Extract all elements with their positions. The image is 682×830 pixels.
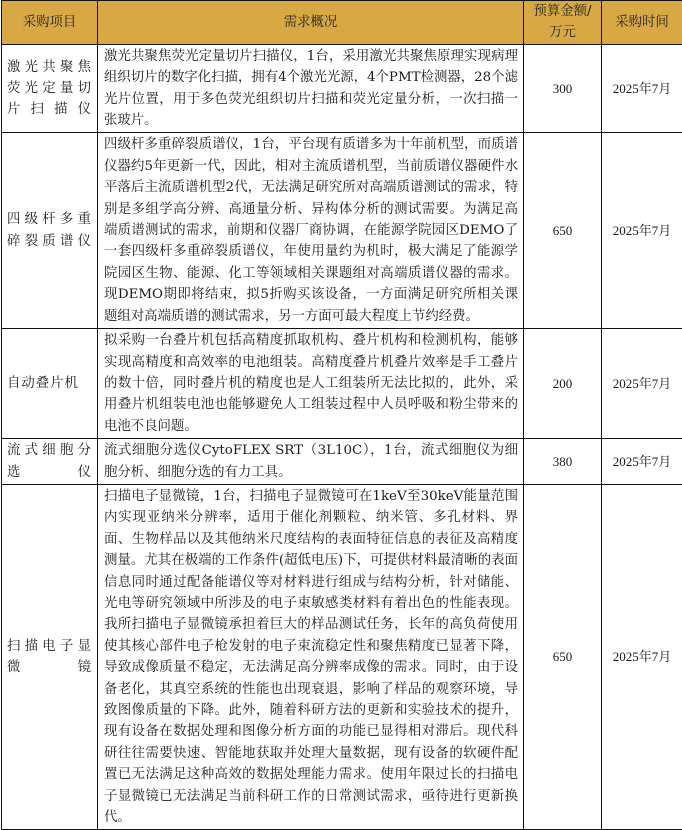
header-desc: 需求概况 bbox=[98, 1, 524, 45]
table-row bbox=[2, 133, 682, 329]
table-row bbox=[2, 44, 682, 133]
item-budget: 650 bbox=[524, 133, 602, 329]
item-desc: 四级杆多重碎裂质谱仪，1台，平台现有质谱多为十年前机型，而质谱仪器约5年更新一代，因此，相对主流质谱机型，当前质谱仪器硬件水平落后主流质谱机型2代，无法满足研究所对高端质谱测试的需求，特别是多组学高分辨、高通量分析、异构体分析的测试需要。为满足高端质谱测试的需求，前期和仪器厂商协调，在能源学院园区DEMO了一套四级杆多重碎裂质谱仪，年使用量约为机时，极大满足了能源学院园区生物、能源、化工等领域相关课题组对高端质谱仪器的需求。现DEMO期即将结束，拟5折购买该设备，一方面满足研究所相关课题组对高端质谱的测试需求，另一方面可最大程度上节约经费。 bbox=[98, 133, 524, 329]
item-name: 扫描电子显微镜 bbox=[2, 484, 98, 830]
item-budget: 650 bbox=[524, 484, 602, 830]
item-budget: 380 bbox=[524, 439, 602, 485]
procurement-table bbox=[1, 0, 682, 830]
item-desc: 流式细胞分选仪CytoFLEX SRT（3L10C），1台，流式细胞仪为细胞分析、细胞分选的有力工具。 bbox=[98, 439, 524, 485]
header-row bbox=[2, 1, 682, 45]
item-name: 自动叠片机 bbox=[2, 329, 98, 439]
item-time: 2025年7月 bbox=[602, 329, 682, 439]
item-name: 四级杆多重碎裂质谱仪 bbox=[2, 133, 98, 329]
item-desc: 拟采购一台叠片机包括高精度抓取机构、叠片机构和检测机构，能够实现高精度和高效率的电池组装。高精度叠片机叠片效率是手工叠片的数十倍，同时叠片机的精度也是人工组装所无法比拟的，此外，采用叠片机组装电池也能够避免人工组装过程中人员呼吸和粉尘带来的电池不良问题。 bbox=[98, 329, 524, 439]
header-item: 采购项目 bbox=[2, 1, 98, 45]
item-desc: 扫描电子显微镜，1台，扫描电子显微镜可在1keV至30keV能量范围内实现亚纳米分辨率，适用于催化剂颗粒、纳米管、多孔材料、界面、生物样品以及其他纳米尺度结构的表面特征信息的表征及高精度测量。尤其在极端的工作条件(超低电压)下，可提供材料最清晰的表面信息同时通过配备能谱仪等对材料进行组成与结构分析，针对储能、光电等研究领域中所涉及的电子束敏感类材料有着出色的性能表现。我所扫描电子显微镜承担着巨大的样品测试任务，长年的高负荷使用使其核心部件电子枪发射的电子束流稳定性和聚焦精度已显著下降，导致成像质量不稳定，无法满足高分辨率成像的需求。同时，由于设备老化，其真空系统的性能也出现衰退，影响了样品的观察环境，导致图像质量的下降。此外，随着科研方法的更新和实验技术的提升，现有设备在数据处理和图像分析方面的功能已显得相对滞后。现代科研往往需要快速、智能地获取并处理大量数据，现有设备的软硬件配置已无法满足这种高效的数据处理能力需求。使用年限过长的扫描电子显微镜已无法满足当前科研工作的日常测试需求，亟待进行更新换代。 bbox=[98, 484, 524, 830]
item-budget: 300 bbox=[524, 44, 602, 133]
header-budget: 预算金额/万元 bbox=[524, 1, 602, 45]
item-desc: 激光共聚焦荧光定量切片扫描仪，1台，采用激光共聚焦原理实现病理组织切片的数字化扫描，拥有4个激光光源，4个PMT检测器，28个滤光片位置，用于多色荧光组织切片扫描和荧光定量分析，一次扫描一张玻片。 bbox=[98, 44, 524, 133]
item-budget: 200 bbox=[524, 329, 602, 439]
item-name: 流式细胞分选仪 bbox=[2, 439, 98, 485]
item-name: 激光共聚焦荧光定量切片扫描仪 bbox=[2, 44, 98, 133]
table-row bbox=[2, 439, 682, 485]
item-time: 2025年7月 bbox=[602, 439, 682, 485]
header-time: 采购时间 bbox=[602, 1, 682, 45]
item-time: 2025年7月 bbox=[602, 133, 682, 329]
table-row bbox=[2, 484, 682, 830]
item-time: 2025年7月 bbox=[602, 44, 682, 133]
item-time: 2025年7月 bbox=[602, 484, 682, 830]
table-row bbox=[2, 329, 682, 439]
